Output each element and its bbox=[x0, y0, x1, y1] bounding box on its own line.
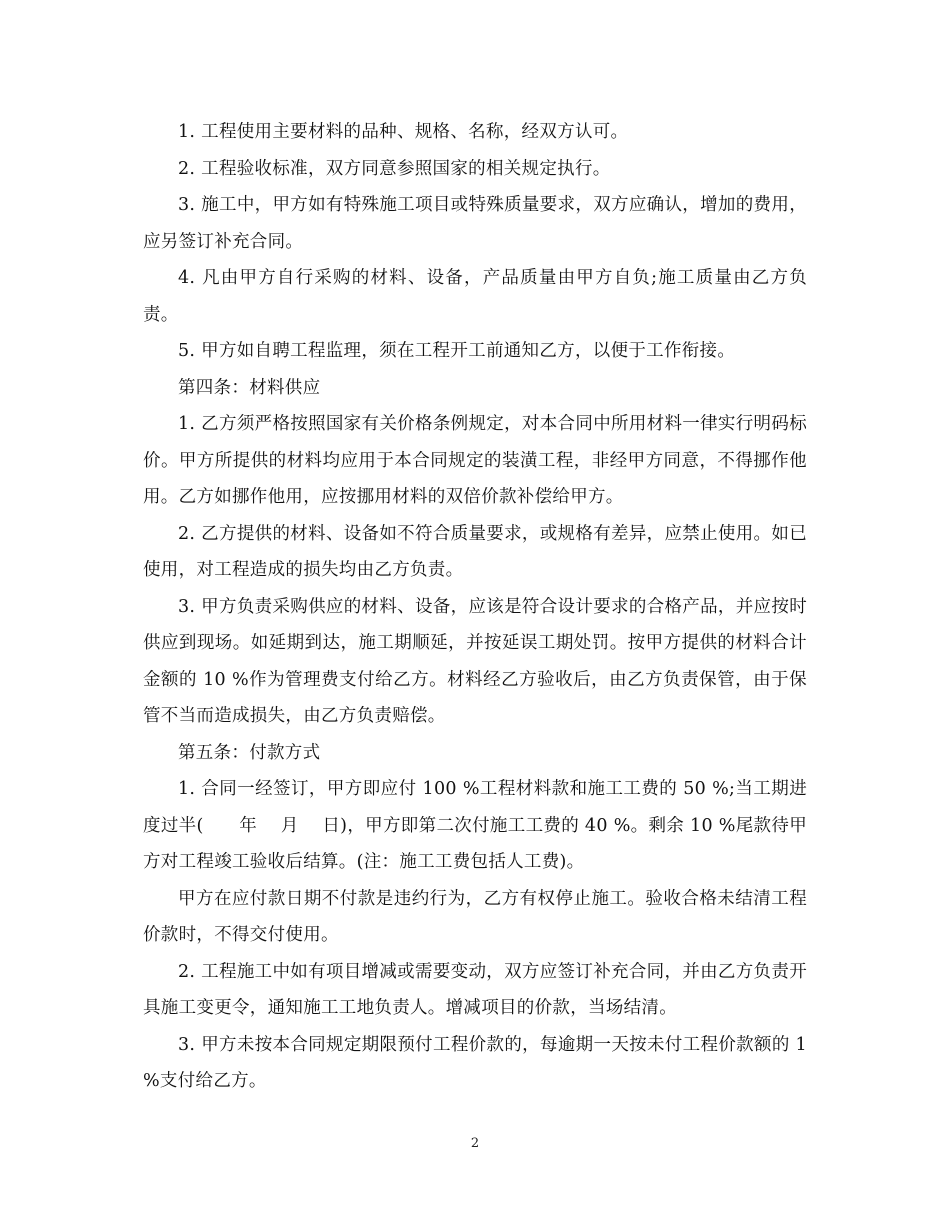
section-heading-article-5: 第五条：付款方式 bbox=[178, 742, 321, 763]
paragraph-party-a-supply: 3. 甲方负责采购供应的材料、设备，应该是符合设计要求的合格产品，并应按时供应到现场。如延期到达，施工期顺延，并按延误工期处罚。按甲方提供的材料合计金额的 10 %作为管理费支付给乙方。材料经乙方验收后，由乙方负责保管，由于保管不当而造成损失，由乙方负责赔偿。 bbox=[143, 596, 807, 726]
paragraph-overdue-penalty: 3. 甲方未按本合同规定期限预付工程价款的，每逾期一天按未付工程价款额的 1 %支付给乙方。 bbox=[143, 1034, 807, 1091]
document-body bbox=[143, 114, 807, 1100]
page-number: 2 bbox=[470, 1136, 480, 1151]
paragraph-self-purchased-materials: 4. 凡由甲方自行采购的材料、设备，产品质量由甲方自负;施工质量由乙方负责。 bbox=[143, 268, 807, 325]
paragraph-supervision: 5. 甲方如自聘工程监理，须在工程开工前通知乙方，以便于工作衔接。 bbox=[178, 341, 736, 361]
section-heading-article-4: 第四条：材料供应 bbox=[178, 377, 321, 398]
paragraph-acceptance-standard: 2. 工程验收标准，双方同意参照国家的相关规定执行。 bbox=[178, 158, 611, 179]
paragraph-special-requirements: 3. 施工中，甲方如有特殊施工项目或特殊质量要求，双方应确认，增加的费用，应另签订补充合同。 bbox=[143, 195, 807, 252]
paragraph-quality-requirements: 2. 乙方提供的材料、设备如不符合质量要求，或规格有差异，应禁止使用。如已使用，对工程造成的损失均由乙方负责。 bbox=[143, 523, 807, 580]
paragraph-payment-schedule: 1. 合同一经签订，甲方即应付 100 %工程材料款和施工工费的 50 %;当工期进度过半( 年 月 日)，甲方即第二次付施工工费的 40 %。剩余 10 %尾款待甲方对工程竣工验收后结算。(注：施工工费包括人工费)。 bbox=[143, 779, 807, 872]
paragraph-late-payment: 甲方在应付款日期不付款是违约行为，乙方有权停止施工。验收合格未结清工程价款时，不得交付使用。 bbox=[143, 888, 807, 945]
paragraph-change-order: 2. 工程施工中如有项目增减或需要变动，双方应签订补充合同，并由乙方负责开具施工变更令，通知施工工地负责人。增减项目的价款，当场结清。 bbox=[143, 961, 807, 1018]
paragraph-price-marking: 1. 乙方须严格按照国家有关价格条例规定，对本合同中所用材料一律实行明码标价。甲方所提供的材料均应用于本合同规定的装潢工程，非经甲方同意，不得挪作他用。乙方如挪作他用，应按挪用材料的双倍价款补偿给甲方。 bbox=[143, 414, 807, 507]
paragraph-materials-approval: 1. 工程使用主要材料的品种、规格、名称，经双方认可。 bbox=[178, 122, 629, 142]
